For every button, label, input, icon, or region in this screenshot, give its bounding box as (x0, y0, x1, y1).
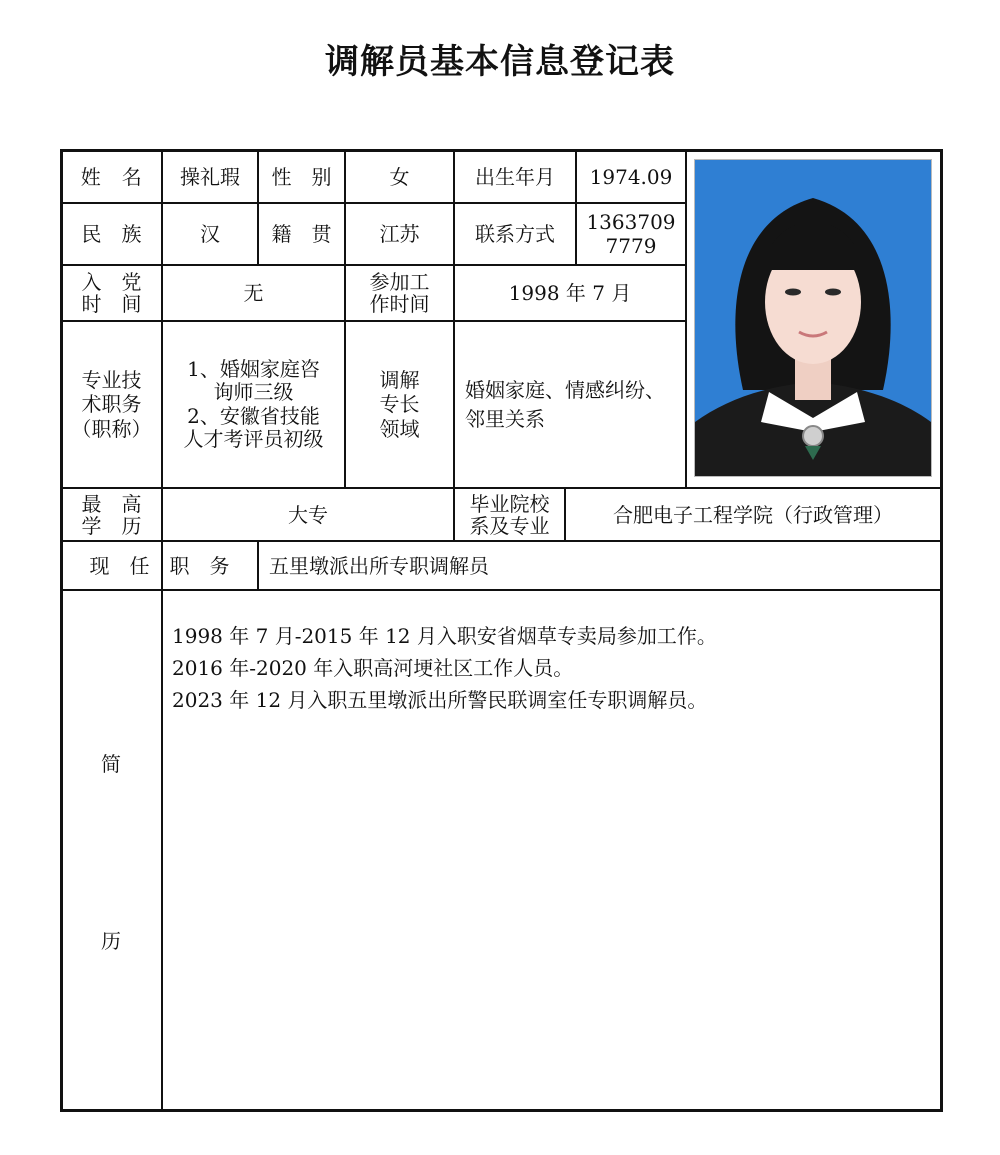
id-photo (694, 159, 932, 477)
origin-label: 籍 贯 (271, 222, 332, 246)
contact-label: 联系方式 (475, 222, 555, 246)
gender-value: 女 (389, 165, 410, 189)
contact-value: 1363709 7779 (586, 209, 676, 258)
title-label: 专业技 术职务 （职称） (71, 367, 152, 441)
form-title: 调解员基本信息登记表 (325, 42, 675, 82)
portrait-illustration (695, 160, 931, 476)
gender-label: 性 别 (271, 165, 332, 189)
education-value: 大专 (288, 502, 328, 527)
party-label: 入 党 时 间 (81, 270, 142, 316)
birth-value: 1974.09 (589, 165, 673, 189)
resume-content (172, 620, 717, 716)
work-start-label: 参加工 作时间 (369, 270, 430, 316)
work-start-value: 1998 年 7 月 (508, 281, 632, 305)
birth-label: 出生年月 (475, 165, 555, 189)
education-label: 最 高 学 历 (81, 491, 142, 538)
name-value: 操礼瑕 (180, 165, 240, 189)
resume-line: 2016 年-2020 年入职高河埂社区工作人员。 (172, 656, 574, 680)
expertise-label: 调解 专长 领域 (379, 367, 420, 441)
origin-value: 江苏 (379, 222, 420, 246)
ethnicity-value: 汉 (200, 222, 220, 246)
resume-label-first: 简 (101, 752, 121, 776)
resume-line: 2023 年 12 月入职五里墩派出所警民联调室任专职调解员。 (172, 688, 708, 712)
position-value: 五里墩派出所专职调解员 (269, 553, 489, 578)
party-value: 无 (243, 281, 264, 305)
ethnicity-label: 民 族 (81, 222, 142, 246)
school-label: 毕业院校 系及专业 (469, 491, 550, 538)
school-value: 合肥电子工程学院（行政管理） (613, 502, 893, 527)
expertise-value: 婚姻家庭、情感纠纷、 邻里关系 (465, 377, 665, 431)
title-value: 1、婚姻家庭咨 询师三级 2、安徽省技能 人才考评员初级 (183, 357, 324, 451)
name-label: 姓 名 (80, 165, 143, 189)
position-label: 现 任 职 务 (89, 553, 230, 578)
resume-line: 1998 年 7 月-2015 年 12 月入职安省烟草专卖局参加工作。 (172, 624, 717, 648)
resume-label-second: 历 (101, 929, 121, 953)
